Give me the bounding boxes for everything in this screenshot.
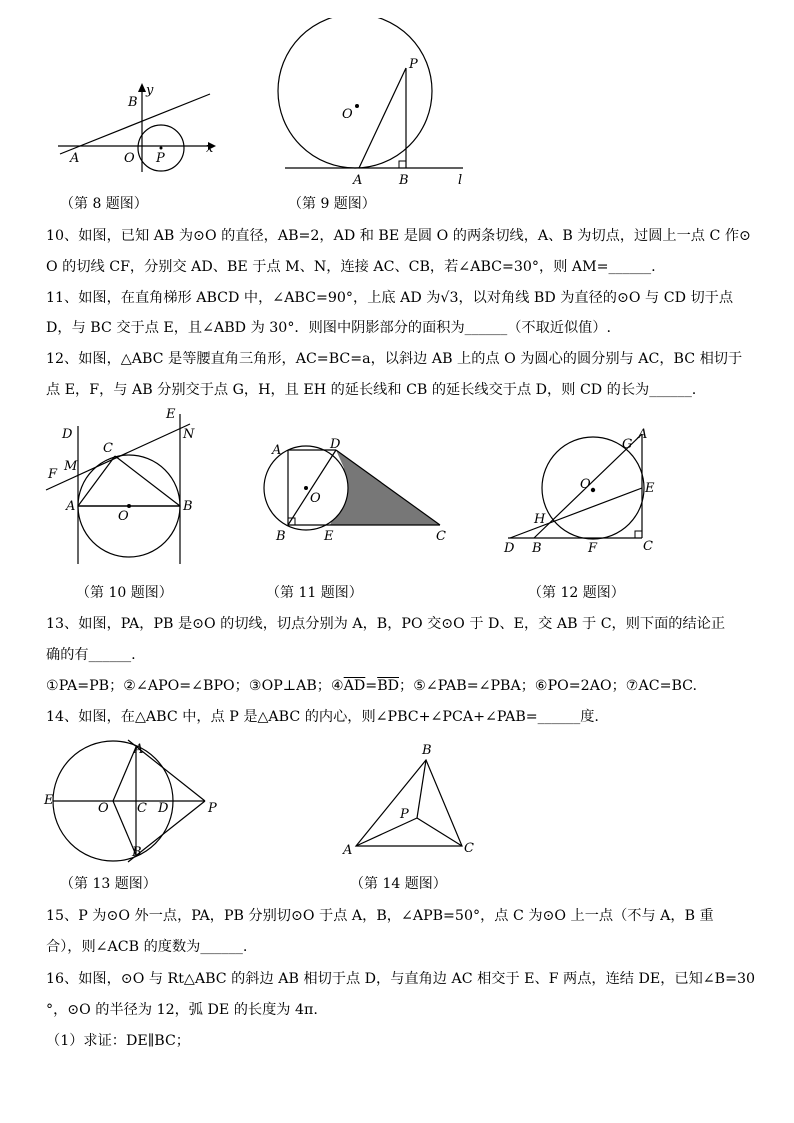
label-f: F	[48, 467, 58, 482]
q13-text-a: ①PA=PB；②∠APO=∠BPO；③OP⊥AB；④	[46, 678, 344, 694]
center-o	[591, 488, 595, 492]
segment-pa	[356, 818, 417, 846]
label-l: l	[458, 173, 463, 188]
q14-line1: 14、如图，在△ABC 中，点 P 是△ABC 的内心，则∠PBC+∠PCA+∠PAB=______度.	[46, 709, 599, 725]
label-d: D	[504, 541, 515, 556]
caption-fig11: （第 11 题图）	[266, 585, 363, 601]
label-a: A	[66, 499, 76, 514]
label-b: B	[532, 541, 542, 556]
q12-line1: 12、如图，△ABC 是等腰直角三角形，AC=BC=a，以斜边 AB 上的点 O 为圆心的圆分别与 AC，BC 相切于	[46, 351, 743, 367]
label-d: D	[62, 427, 73, 442]
chord-cb	[115, 456, 180, 506]
label-f: F	[588, 541, 598, 556]
figure-8	[50, 80, 220, 180]
label-b: B	[399, 173, 409, 188]
label-b: B	[183, 499, 193, 514]
label-h: H	[534, 512, 546, 527]
arc-bd: $\overline{BD}$	[377, 678, 399, 694]
label-b: B	[132, 845, 142, 860]
q10-line2: O 的切线 CF，分别交 AD、BE 于点 M、N，连接 AC、CB，若∠ABC=30°，则 AM=______.	[46, 259, 656, 275]
center-o	[355, 104, 359, 108]
radius-oa	[113, 747, 136, 801]
figure-11	[260, 438, 460, 548]
label-a: A	[134, 742, 144, 757]
q16-line1: 16、如图，⊙O 与 Rt△ABC 的斜边 AB 相切于点 D，与直角边 AC 相交于 E、F 两点，连结 DE，已知∠B=30	[46, 971, 756, 987]
q13-line3	[46, 676, 758, 696]
center-o	[127, 504, 131, 508]
label-g: G	[622, 437, 633, 452]
label-p: P	[208, 801, 217, 816]
figure-12	[498, 422, 668, 562]
label-o: O	[118, 509, 129, 524]
label-o: O	[98, 801, 109, 816]
figure-13	[40, 738, 230, 866]
q13-line2: 确的有______.	[46, 647, 136, 663]
label-c: C	[103, 441, 113, 456]
label-a: A	[353, 173, 363, 188]
label-c: C	[137, 801, 147, 816]
label-c: C	[436, 529, 446, 544]
label-a: A	[638, 427, 648, 442]
label-o: O	[342, 107, 353, 122]
circle-o	[278, 18, 432, 168]
caption-fig14: （第 14 题图）	[350, 876, 447, 892]
q11-line2: D，与 BC 交于点 E，且∠ABD 为 30°．则图中阴影部分的面积为______（不取近似值）.	[46, 320, 612, 336]
label-o: O	[310, 491, 321, 506]
q11-line1	[46, 288, 758, 308]
label-x: x	[206, 141, 214, 156]
label-a: A	[343, 843, 353, 858]
label-a: A	[70, 151, 80, 166]
q13-line1: 13、如图，PA，PB 是⊙O 的切线，切点分别为 A，B，PO 交⊙O 于 D、E，交 AB 于 C，则下面的结论正	[46, 616, 726, 632]
label-p: P	[156, 151, 165, 166]
label-y: y	[146, 83, 154, 98]
label-e: E	[166, 407, 176, 422]
chord-ac	[78, 456, 115, 506]
figure-10	[40, 404, 205, 574]
q10-line1: 10、如图，已知 AB 为⊙O 的直径，AB=2，AD 和 BE 是圆 O 的两条切线，A、B 为切点，过圆上一点 C 作⊙	[46, 228, 751, 244]
segment-pc	[417, 818, 462, 846]
point-p	[160, 147, 163, 150]
label-b: B	[128, 95, 138, 110]
caption-fig9: （第 9 题图）	[288, 196, 376, 212]
caption-fig8: （第 8 题图）	[60, 196, 148, 212]
chord-ap	[359, 68, 406, 168]
label-p: P	[409, 57, 418, 72]
label-p: P	[400, 807, 409, 822]
q16-part1: （1）求证：DE∥BC；	[46, 1033, 190, 1049]
label-b: B	[276, 529, 286, 544]
q15-line1: 15、P 为⊙O 外一点，PA，PB 分别切⊙O 于点 A，B，∠APB=50°，点 C 为⊙O 上一点（不与 A，B 重	[46, 908, 714, 924]
label-o: O	[124, 151, 135, 166]
label-e: E	[44, 793, 54, 808]
right-angle-mark	[399, 161, 406, 168]
label-n: N	[183, 427, 195, 442]
center-o	[304, 486, 308, 490]
q13-eq: =	[365, 678, 378, 694]
label-e: E	[324, 529, 334, 544]
label-d: D	[330, 438, 341, 452]
label-a: A	[272, 443, 282, 458]
label-d: D	[158, 801, 169, 816]
triangle-abc	[356, 760, 462, 846]
label-c: C	[464, 841, 474, 856]
label-o: O	[580, 477, 591, 492]
label-b: B	[422, 743, 432, 758]
q16-line2: °，⊙O 的半径为 12，弧 DE 的长度为 4π.	[46, 1002, 318, 1018]
q11-text-a: 11、如图，在直角梯形 ABCD 中，∠ABC=90°，上底 AD 为	[46, 290, 441, 306]
figure-14	[336, 738, 486, 860]
y-axis-arrow	[138, 83, 146, 92]
caption-fig12: （第 12 题图）	[528, 585, 625, 601]
q13-text-b: ；⑤∠PAB=∠PBA；⑥PO=2AO；⑦AC=BC.	[399, 678, 698, 694]
q11-sqrt: √3	[440, 290, 459, 306]
label-m: M	[64, 459, 78, 474]
caption-fig10: （第 10 题图）	[76, 585, 173, 601]
caption-fig13: （第 13 题图）	[60, 876, 157, 892]
figure-9	[275, 18, 475, 188]
label-e: E	[645, 481, 655, 496]
q12-line2: 点 E，F，与 AB 分别交于点 G，H，且 EH 的延长线和 CB 的延长线交于点 D，则 CD 的长为______.	[46, 382, 697, 398]
q11-text-b: ，以对角线 BD 为直径的⊙O 与 CD 切于点	[458, 290, 734, 306]
arc-ad: $\overline{AD}$	[343, 678, 366, 694]
q15-line2: 合），则∠ACB 的度数为______.	[46, 939, 248, 955]
right-angle-mark	[635, 531, 642, 538]
label-c: C	[643, 539, 653, 554]
